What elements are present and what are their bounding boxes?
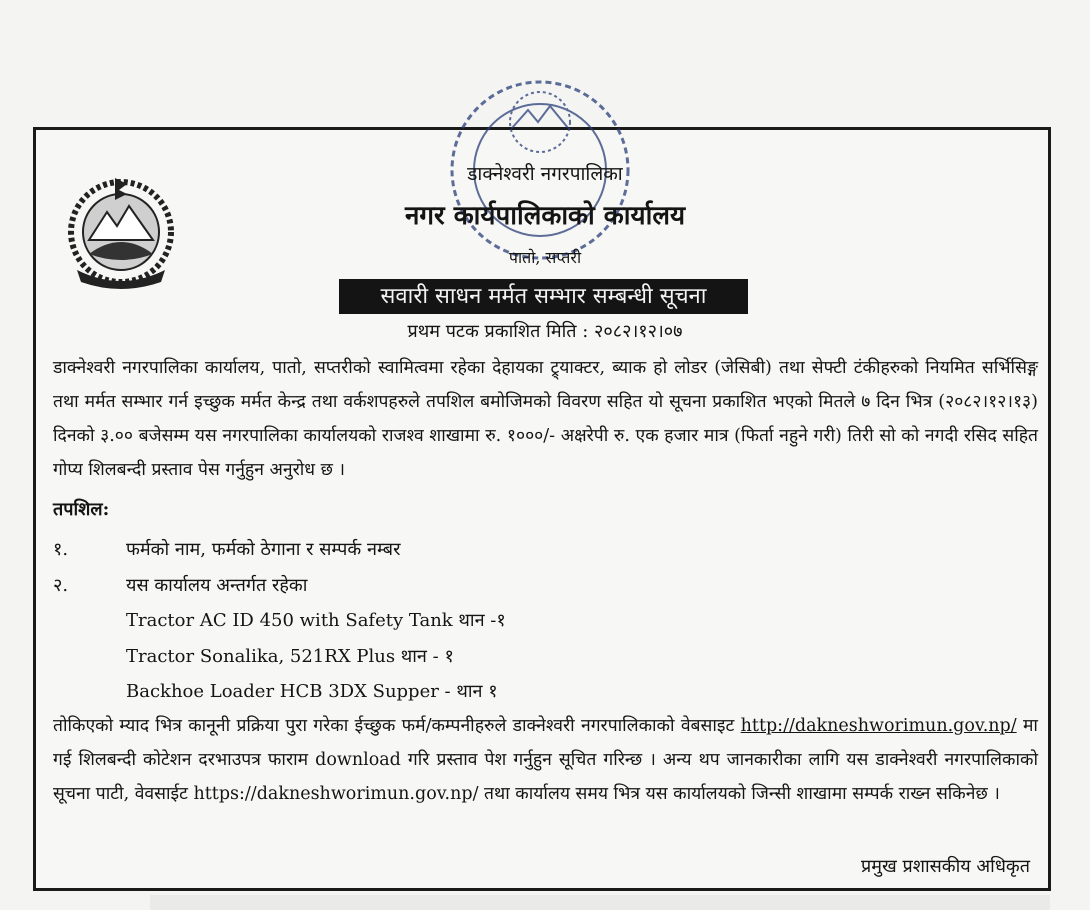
notice-paragraph: डाक्नेश्वरी नगरपालिका कार्यालय, पातो, सप्तरीको स्वामित्वमा रहेका देहायका ट्र्याक्टर, ब्याक हो लोडर (जेसिबी) तथा सेफ्टी टंकीहरुको नियमित सर्भिसिङ्ग तथा मर्मत सम्भार गर्न इच्छुक मर्मत केन्द्र तथा वर्कशपहरुले तपशिल बमोजिमको विवरण सहित यो सूचना प्रकाशित भएको मितले ७ दिन भित्र (२०८२।१२।१३) दिनको ३.०० बजेसम्म यस नगरपालिका कार्यालयको राजश्व शाखामा रु. १०००/- अक्षरेपी रु. एक हजार मात्र (फिर्ता नहुने गरी) तिरी सो को नगदी रसिद सहित गोप्य शिलबन्दी प्रस्ताव पेस गर्नुहुन अनुरोध छ । (53, 358, 1038, 480)
page-edge (150, 895, 1050, 910)
closing-text-1: तोकिएको म्याद भित्र कानूनी प्रक्रिया पुरा गरेका ईच्छुक फर्म/कम्पनीहरुले डाक्नेश्वरी नगरपालिकाको वेबसाइट (53, 716, 735, 736)
municipality-name: डाक्नेश्वरी नगरपालिका (467, 163, 623, 185)
office-address: पातो, सप्तरी (508, 248, 582, 267)
item-number: १. (53, 539, 69, 560)
closing-text-2: मा गई शिलबन्दी कोटेशन दरभाउपत्र फाराम download गरि प्रस्ताव पेश गर्नुहुन सूचित गरिन्छ । अन्य थप जानकारीका लागि यस डाक्नेश्वरी नगरपालिकाको सूचना पाटी, वेवसाईट https://dakneshworimun.gov.np/ तथा कार्यालय समय भित्र यस कार्यालयको जिन्सी शाखामा सम्पर्क राख्न सकिनेछ । (53, 716, 1038, 804)
vehicle-item: Backhoe Loader HCB 3DX Supper - थान १ (126, 681, 498, 702)
item-text: यस कार्यालय अन्तर्गत रहेका (126, 575, 308, 596)
item-number: २. (53, 575, 69, 596)
tapashil-heading: तपशिल: (53, 499, 110, 520)
notice-title: सवारी साधन मर्मत सम्भार सम्बन्धी सूचना (339, 279, 748, 314)
vehicle-item: Tractor Sonalika, 521RX Plus थान - १ (126, 646, 454, 667)
office-name: नगर कार्यपालिकाको कार्यालय (404, 201, 686, 231)
signature-title: प्रमुख प्रशासकीय अधिकृत (861, 856, 1030, 877)
closing-paragraph (53, 709, 1038, 811)
vehicle-item: Tractor AC ID 450 with Safety Tank थान -१ (126, 610, 506, 631)
website-link[interactable]: http://dakneshworimun.gov.np/ (740, 716, 1017, 736)
published-date: प्रथम पटक प्रकाशित मिति : २०८२।१२।०७ (407, 321, 683, 342)
item-text: फर्मको नाम, फर्मको ठेगाना र सम्पर्क नम्बर (126, 539, 401, 560)
